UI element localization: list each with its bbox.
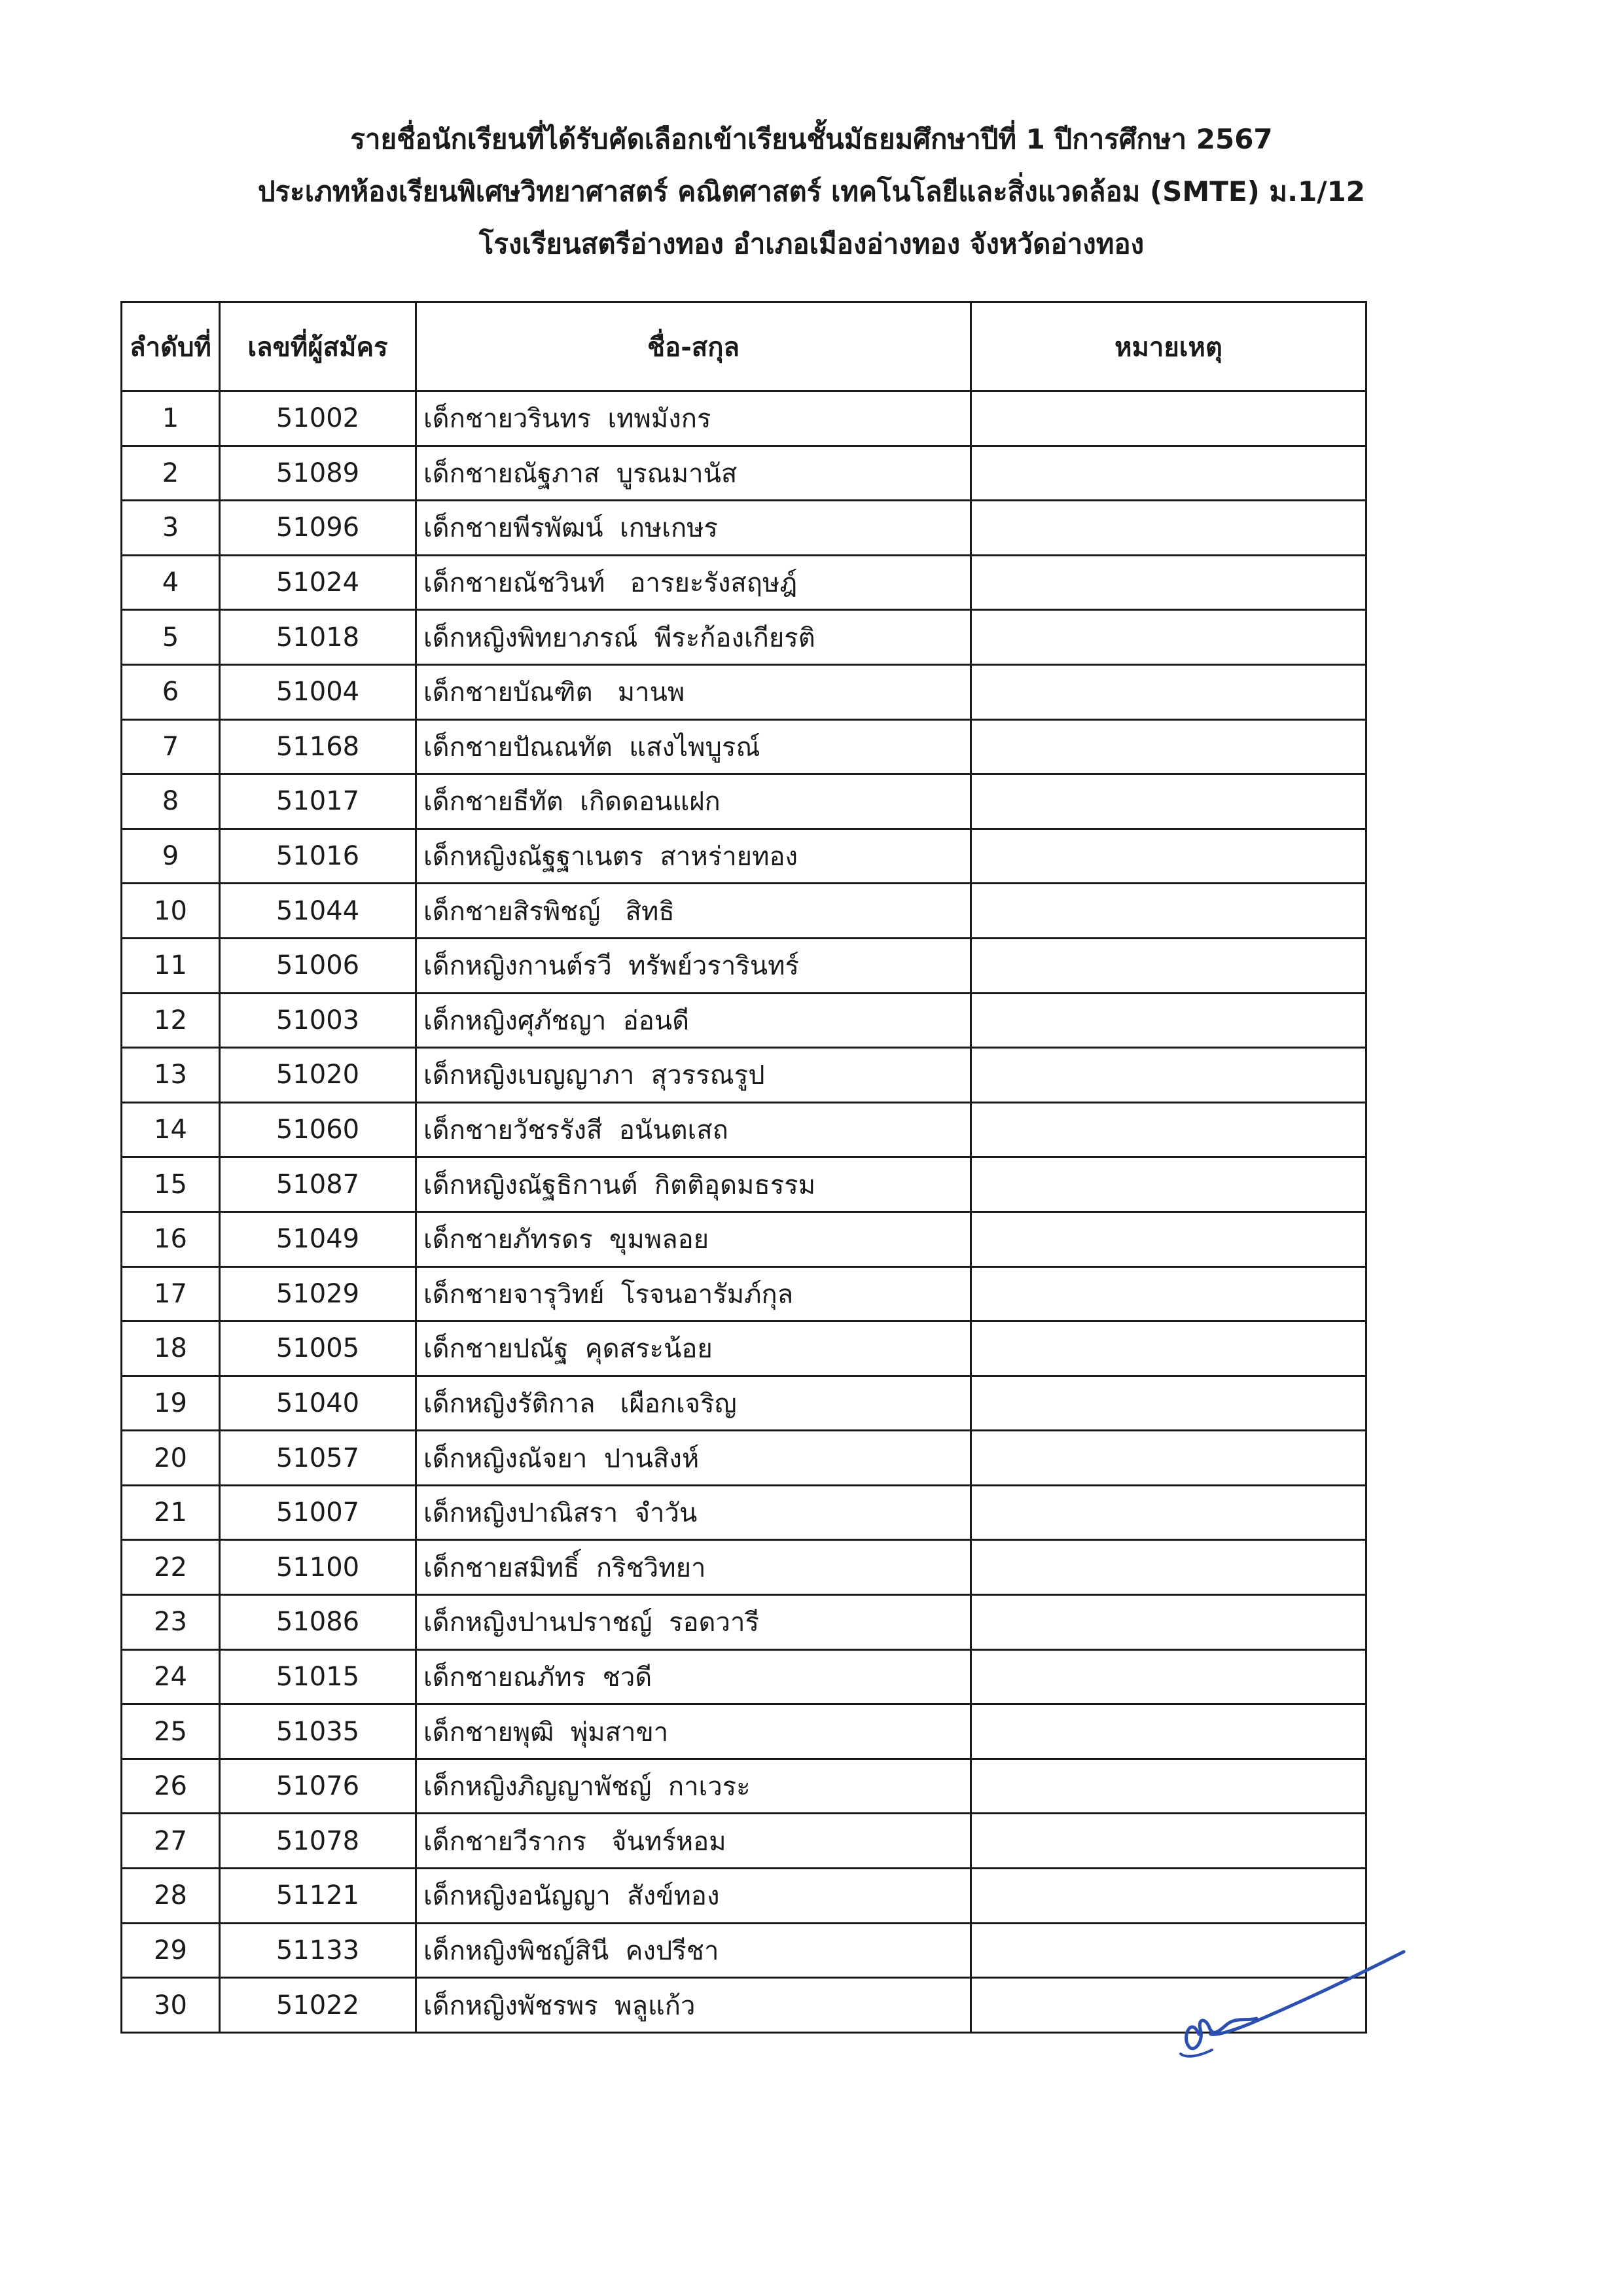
row-applicant-id: 51015 bbox=[220, 1649, 416, 1704]
row-order: 17 bbox=[122, 1266, 220, 1321]
row-applicant-id: 51020 bbox=[220, 1048, 416, 1103]
row-full-name: เด็กหญิงปาณิสรา จำวัน bbox=[416, 1485, 971, 1540]
signature bbox=[1139, 1937, 1414, 2108]
student-table bbox=[120, 301, 1367, 2034]
row-applicant-id: 51007 bbox=[220, 1485, 416, 1540]
row-applicant-id: 51060 bbox=[220, 1102, 416, 1157]
header-order: ลำดับที่ bbox=[122, 302, 220, 391]
row-remark bbox=[971, 1869, 1366, 1924]
row-order: 2 bbox=[122, 446, 220, 501]
row-remark bbox=[971, 719, 1366, 774]
table-row bbox=[122, 938, 1366, 993]
row-order: 19 bbox=[122, 1376, 220, 1431]
document-subtitle: ประเภทห้องเรียนพิเศษวิทยาศาสตร์ คณิตศาสตร์ เทคโนโลยีและสิ่งแวดล้อม (SMTE) ม.1/12 bbox=[257, 175, 1366, 207]
table-row bbox=[122, 1102, 1366, 1157]
row-full-name: เด็กชายสิรพิชญ์ สิทธิ bbox=[416, 884, 971, 939]
row-order: 7 bbox=[122, 719, 220, 774]
row-applicant-id: 51121 bbox=[220, 1869, 416, 1924]
row-remark bbox=[971, 1704, 1366, 1759]
row-order: 27 bbox=[122, 1814, 220, 1869]
row-remark bbox=[971, 1266, 1366, 1321]
table-row bbox=[122, 1321, 1366, 1376]
row-full-name: เด็กหญิงณัฐฐาเนตร สาหร่ายทอง bbox=[416, 829, 971, 884]
table-row bbox=[122, 391, 1366, 446]
row-applicant-id: 51044 bbox=[220, 884, 416, 939]
row-applicant-id: 51003 bbox=[220, 993, 416, 1048]
row-applicant-id: 51005 bbox=[220, 1321, 416, 1376]
row-applicant-id: 51049 bbox=[220, 1211, 416, 1266]
row-full-name: เด็กหญิงพิชญ์สินี คงปรีชา bbox=[416, 1923, 971, 1978]
row-order: 13 bbox=[122, 1048, 220, 1103]
table-row bbox=[122, 1540, 1366, 1595]
row-full-name: เด็กชายสมิทธิ์ กริชวิทยา bbox=[416, 1540, 971, 1595]
table-row bbox=[122, 1485, 1366, 1540]
row-order: 8 bbox=[122, 774, 220, 829]
row-applicant-id: 51017 bbox=[220, 774, 416, 829]
row-full-name: เด็กชายณัชวินท์ อารยะรังสฤษฎ์ bbox=[416, 555, 971, 610]
row-remark bbox=[971, 501, 1366, 556]
row-applicant-id: 51024 bbox=[220, 555, 416, 610]
row-applicant-id: 51100 bbox=[220, 1540, 416, 1595]
row-remark bbox=[971, 391, 1366, 446]
table-row bbox=[122, 1266, 1366, 1321]
row-remark bbox=[971, 993, 1366, 1048]
row-remark bbox=[971, 555, 1366, 610]
row-applicant-id: 51078 bbox=[220, 1814, 416, 1869]
row-applicant-id: 51018 bbox=[220, 610, 416, 665]
row-full-name: เด็กชายวีรากร จันทร์หอม bbox=[416, 1814, 971, 1869]
table-row bbox=[122, 829, 1366, 884]
row-applicant-id: 51029 bbox=[220, 1266, 416, 1321]
row-remark bbox=[971, 1649, 1366, 1704]
row-remark bbox=[971, 884, 1366, 939]
row-full-name: เด็กชายณัฐภาส บูรณมานัส bbox=[416, 446, 971, 501]
document-title: รายชื่อนักเรียนที่ได้รับคัดเลือกเข้าเรียนชั้นมัธยมศึกษาปีที่ 1 ปีการศึกษา 2567 bbox=[350, 123, 1273, 155]
table-row bbox=[122, 884, 1366, 939]
header-remarks: หมายเหตุ bbox=[971, 302, 1366, 391]
table-row bbox=[122, 1376, 1366, 1431]
row-applicant-id: 51086 bbox=[220, 1595, 416, 1650]
table-row bbox=[122, 501, 1366, 556]
table-row bbox=[122, 555, 1366, 610]
table-row bbox=[122, 719, 1366, 774]
row-order: 3 bbox=[122, 501, 220, 556]
row-order: 20 bbox=[122, 1431, 220, 1486]
table-body bbox=[122, 391, 1366, 2033]
row-remark bbox=[971, 446, 1366, 501]
table-row bbox=[122, 1431, 1366, 1486]
row-order: 12 bbox=[122, 993, 220, 1048]
row-remark bbox=[971, 1431, 1366, 1486]
row-remark bbox=[971, 1376, 1366, 1431]
row-full-name: เด็กชายปณัฐ คุดสระน้อย bbox=[416, 1321, 971, 1376]
row-remark bbox=[971, 1157, 1366, 1212]
row-remark bbox=[971, 1595, 1366, 1650]
row-order: 11 bbox=[122, 938, 220, 993]
row-applicant-id: 51006 bbox=[220, 938, 416, 993]
row-remark bbox=[971, 610, 1366, 665]
row-full-name: เด็กหญิงเบญญาภา สุวรรณรูป bbox=[416, 1048, 971, 1103]
row-remark bbox=[971, 1211, 1366, 1266]
row-order: 5 bbox=[122, 610, 220, 665]
row-full-name: เด็กหญิงพิทยาภรณ์ พีระก้องเกียรติ bbox=[416, 610, 971, 665]
row-full-name: เด็กหญิงรัติกาล เผือกเจริญ bbox=[416, 1376, 971, 1431]
row-remark bbox=[971, 1759, 1366, 1814]
school-name: โรงเรียนสตรีอ่างทอง อำเภอเมืองอ่างทอง จังหวัดอ่างทอง bbox=[478, 228, 1145, 260]
row-remark bbox=[971, 774, 1366, 829]
row-order: 15 bbox=[122, 1157, 220, 1212]
row-remark bbox=[971, 1048, 1366, 1103]
table-row bbox=[122, 1759, 1366, 1814]
row-remark bbox=[971, 829, 1366, 884]
row-order: 23 bbox=[122, 1595, 220, 1650]
row-remark bbox=[971, 1321, 1366, 1376]
row-remark bbox=[971, 664, 1366, 719]
row-full-name: เด็กชายภัทรดร ขุมพลอย bbox=[416, 1211, 971, 1266]
row-order: 30 bbox=[122, 1978, 220, 2033]
table-row bbox=[122, 446, 1366, 501]
row-applicant-id: 51089 bbox=[220, 446, 416, 501]
row-order: 25 bbox=[122, 1704, 220, 1759]
row-full-name: เด็กชายวรินทร เทพมังกร bbox=[416, 391, 971, 446]
row-order: 4 bbox=[122, 555, 220, 610]
row-order: 1 bbox=[122, 391, 220, 446]
row-applicant-id: 51087 bbox=[220, 1157, 416, 1212]
table-row bbox=[122, 1595, 1366, 1650]
row-order: 29 bbox=[122, 1923, 220, 1978]
row-order: 18 bbox=[122, 1321, 220, 1376]
table-row bbox=[122, 1869, 1366, 1924]
table-row bbox=[122, 774, 1366, 829]
table-row bbox=[122, 993, 1366, 1048]
row-full-name: เด็กหญิงศุภัชญา อ่อนดี bbox=[416, 993, 971, 1048]
row-order: 22 bbox=[122, 1540, 220, 1595]
row-applicant-id: 51035 bbox=[220, 1704, 416, 1759]
row-applicant-id: 51040 bbox=[220, 1376, 416, 1431]
row-order: 26 bbox=[122, 1759, 220, 1814]
table-row bbox=[122, 664, 1366, 719]
row-full-name: เด็กชายธีทัต เกิดดอนแฝก bbox=[416, 774, 971, 829]
row-full-name: เด็กชายพุฒิ พุ่มสาขา bbox=[416, 1704, 971, 1759]
table-row bbox=[122, 1157, 1366, 1212]
row-order: 9 bbox=[122, 829, 220, 884]
row-full-name: เด็กชายณภัทร ชวดี bbox=[416, 1649, 971, 1704]
row-order: 10 bbox=[122, 884, 220, 939]
row-applicant-id: 51133 bbox=[220, 1923, 416, 1978]
row-applicant-id: 51002 bbox=[220, 391, 416, 446]
table-row bbox=[122, 1211, 1366, 1266]
table-row bbox=[122, 1048, 1366, 1103]
row-order: 16 bbox=[122, 1211, 220, 1266]
row-applicant-id: 51057 bbox=[220, 1431, 416, 1486]
header-applicant-id: เลขที่ผู้สมัคร bbox=[220, 302, 416, 391]
row-order: 24 bbox=[122, 1649, 220, 1704]
row-remark bbox=[971, 938, 1366, 993]
row-applicant-id: 51168 bbox=[220, 719, 416, 774]
row-full-name: เด็กหญิงณัจยา ปานสิงห์ bbox=[416, 1431, 971, 1486]
table-row bbox=[122, 1814, 1366, 1869]
row-full-name: เด็กหญิงภิญญาพัชญ์ กาเวระ bbox=[416, 1759, 971, 1814]
row-applicant-id: 51022 bbox=[220, 1978, 416, 2033]
table-row bbox=[122, 1649, 1366, 1704]
row-full-name: เด็กหญิงอนัญญา สังข์ทอง bbox=[416, 1869, 971, 1924]
row-full-name: เด็กชายวัชรรังสี อนันตเสถ bbox=[416, 1102, 971, 1157]
row-remark bbox=[971, 1102, 1366, 1157]
row-full-name: เด็กชายปัณณทัต แสงไพบูรณ์ bbox=[416, 719, 971, 774]
row-applicant-id: 51016 bbox=[220, 829, 416, 884]
table-header-row bbox=[122, 302, 1366, 391]
row-full-name: เด็กชายจารุวิทย์ โรจนอารัมภ์กุล bbox=[416, 1266, 971, 1321]
row-full-name: เด็กชายพีรพัฒน์ เกษเกษร bbox=[416, 501, 971, 556]
row-remark bbox=[971, 1485, 1366, 1540]
row-remark bbox=[971, 1540, 1366, 1595]
row-full-name: เด็กชายบัณฑิต มานพ bbox=[416, 664, 971, 719]
row-full-name: เด็กหญิงปานปราชญ์ รอดวารี bbox=[416, 1595, 971, 1650]
row-full-name: เด็กหญิงกานต์รวี ทรัพย์วรารินทร์ bbox=[416, 938, 971, 993]
row-order: 6 bbox=[122, 664, 220, 719]
row-applicant-id: 51096 bbox=[220, 501, 416, 556]
table-row bbox=[122, 1704, 1366, 1759]
row-full-name: เด็กหญิงณัฐธิกานต์ กิตติอุดมธรรม bbox=[416, 1157, 971, 1212]
row-order: 28 bbox=[122, 1869, 220, 1924]
row-applicant-id: 51076 bbox=[220, 1759, 416, 1814]
row-order: 14 bbox=[122, 1102, 220, 1157]
row-order: 21 bbox=[122, 1485, 220, 1540]
row-remark bbox=[971, 1814, 1366, 1869]
table-row bbox=[122, 610, 1366, 665]
row-full-name: เด็กหญิงพัชรพร พลูแก้ว bbox=[416, 1978, 971, 2033]
header-full-name: ชื่อ-สกุล bbox=[416, 302, 971, 391]
row-applicant-id: 51004 bbox=[220, 664, 416, 719]
